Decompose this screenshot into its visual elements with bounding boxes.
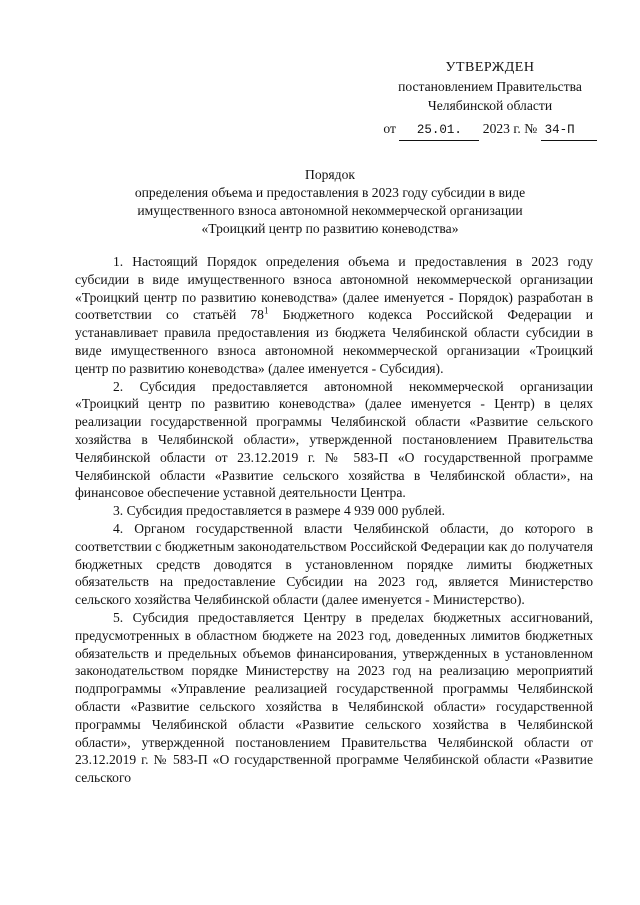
heading-line-2: имущественного взноса автономной некоммерческой организации	[137, 203, 523, 218]
heading-title: Порядок	[305, 167, 355, 182]
date-prefix: от	[383, 121, 396, 136]
year-suffix: 2023 г. №	[482, 121, 538, 136]
paragraph-2: 2. Субсидия предоставляется автономной некоммерческой организации «Троицкий центр по развитию коневодства» (далее именуется - Центр) в целях реализации государственной программы Челябинской области «Развитие сельского хозяйства в Челябинской области», утвержденной постановлением Правительства Челябинской области от 23.12.2019 г. № 583-П «О государственной программе Челябинской области «Развитие сельского хозяйства в Челябинской области», на финансовое обеспечение уставной деятельности Центра.	[75, 378, 593, 501]
heading-line-3: «Троицкий центр по развитию коневодства»	[201, 221, 459, 236]
document-heading	[60, 166, 600, 238]
paragraph-1-text: 1. Настоящий Порядок определения объема и предоставления в 2023 году субсидии в виде имущественного взноса автономной некоммерческой организации «Троицкий центр по развитию коневодства» (далее именуется - Порядок) разработан в соответствии со статьёй 78	[75, 254, 593, 323]
approval-line-1: постановлением Правительства	[398, 79, 582, 94]
approval-line-2: Челябинской области	[427, 98, 553, 113]
approval-title: УТВЕРЖДЕН	[445, 60, 535, 75]
paragraph-1	[75, 253, 593, 378]
approval-number: 34-П	[541, 121, 597, 141]
article-superscript: 1	[263, 305, 269, 316]
paragraph-5: 5. Субсидия предоставляется Центру в пределах бюджетных ассигнований, предусмотренных в областном бюджете на 2023 год, доведенных лимитов бюджетных обязательств и предельных объемов финансирования, утвержденных в установленном законодательством порядке Министерству на 2023 год на реализацию мероприятий подпрограммы «Управление реализацией государственной программы Челябинской области «Развитие сельского хозяйства в Челябинской области» государственной программы Челябинской области «Развитие сельского хозяйства в Челябинской области», утвержденной постановлением Правительства Челябинской области от 23.12.2019 г. № 583-П «О государственной программе Челябинской области «Развитие сельского	[75, 609, 593, 786]
approval-date: 25.01.	[399, 121, 479, 141]
document-body	[75, 253, 593, 787]
paragraph-3: 3. Субсидия предоставляется в размере 4 939 000 рублей.	[113, 503, 446, 519]
heading-line-1: определения объема и предоставления в 2023 году субсидии в виде	[134, 185, 526, 200]
approval-stamp	[360, 58, 620, 141]
paragraph-4: 4. Органом государственной власти Челябинской области, до которого в соответствии с бюджетным законодательством Российской Федерации как до получателя бюджетных средств доводятся в установленном порядке лимиты бюджетных обязательств на предоставление Субсидии на 2023 год, является Министерство сельского хозяйства Челябинской области (далее именуется - Министерство).	[75, 520, 593, 608]
paragraph-1-text-cont: Бюджетного кодекса Российской Федерации и устанавливает правила предоставления из бюджета Челябинской области субсидии в виде имущественного взноса автономной некоммерческой организации «Троицкий центр по развитию коневодства» (далее именуется - Субсидия).	[75, 307, 593, 376]
approval-date-line	[360, 119, 620, 141]
